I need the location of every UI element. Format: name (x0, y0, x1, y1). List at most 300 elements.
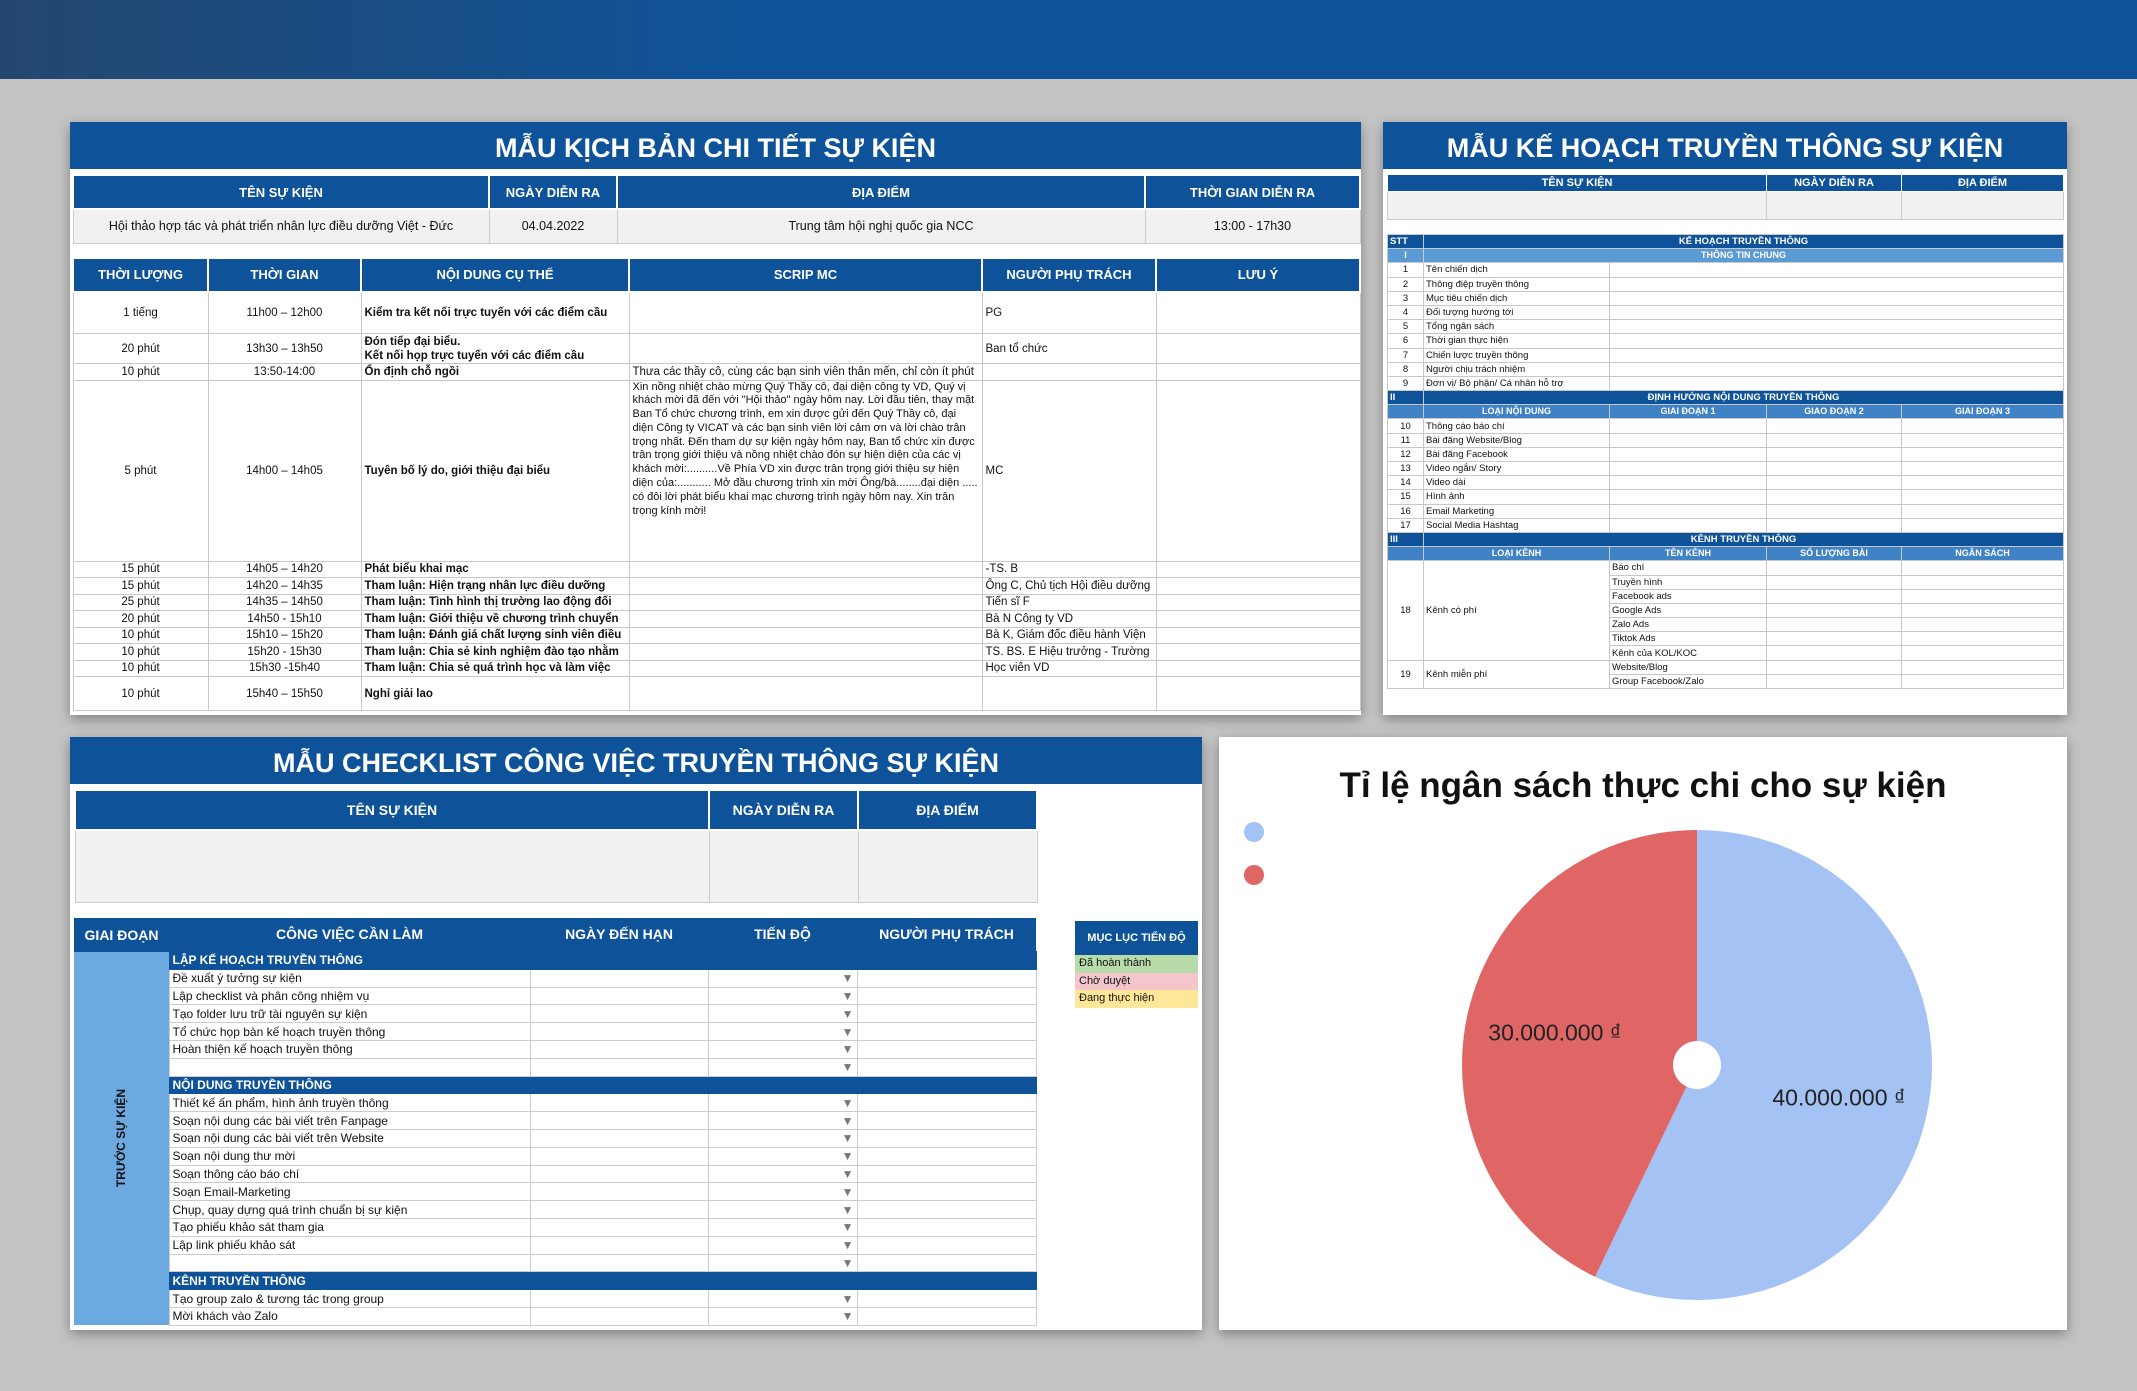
row-value[interactable] (1610, 263, 2064, 277)
cell[interactable] (1610, 504, 1767, 518)
row-time: 14h35 – 14h50 (208, 594, 361, 611)
chevron-down-icon: ▼ (841, 1113, 854, 1128)
row-content: Tham luận: Đánh giá chất lượng sinh viên điều (361, 627, 629, 644)
checklist-event-date-value[interactable] (709, 830, 858, 902)
due-date-cell[interactable] (530, 1307, 708, 1325)
plan-row[interactable] (1388, 376, 2064, 390)
event-info-table (72, 174, 1361, 244)
cell[interactable] (1902, 674, 2064, 688)
progress-dropdown[interactable] (708, 1147, 857, 1165)
task-label: Tổ chức họp bàn kế hoạch truyền thông (169, 1023, 530, 1041)
channel-type: Kênh có phí (1424, 561, 1610, 660)
task-row[interactable] (74, 1218, 1036, 1236)
due-date-cell[interactable] (530, 1040, 708, 1058)
plan-row[interactable] (1388, 419, 2064, 433)
cell[interactable] (1902, 490, 2064, 504)
section-subheader: GIAO ĐOẠN 2 (1767, 405, 1902, 419)
progress-dropdown[interactable] (708, 1183, 857, 1201)
channel-name: Tiktok Ads (1610, 632, 1767, 646)
row-label: Video dài (1424, 476, 1610, 490)
due-date-cell[interactable] (530, 1254, 708, 1272)
channel-row[interactable] (1388, 660, 2064, 674)
row-value[interactable] (1610, 320, 2064, 334)
row-content: Phát biểu khai mạc (361, 561, 629, 578)
row-label: Email Marketing (1424, 504, 1610, 518)
cell[interactable] (1902, 618, 2064, 632)
row-note (1156, 561, 1360, 578)
plan-row[interactable] (1388, 348, 2064, 362)
plan-row[interactable] (1388, 263, 2064, 277)
row-duration: 25 phút (73, 594, 208, 611)
channel-row[interactable] (1388, 561, 2064, 575)
task-row[interactable] (74, 1005, 1036, 1023)
channel-type: Kênh miễn phí (1424, 660, 1610, 688)
chevron-down-icon: ▼ (841, 1255, 854, 1270)
due-date-cell[interactable] (530, 1183, 708, 1201)
cell[interactable] (1902, 476, 2064, 490)
task-label: Soạn nội dung thư mời (169, 1147, 530, 1165)
cell[interactable] (1902, 589, 2064, 603)
task-row[interactable] (74, 1023, 1036, 1041)
row-label: Hình ảnh (1424, 490, 1610, 504)
chevron-down-icon: ▼ (841, 971, 854, 986)
row-script (629, 611, 982, 628)
checklist-info-table (74, 789, 1038, 903)
due-date-cell[interactable] (530, 1023, 708, 1041)
table-row[interactable] (73, 677, 1360, 711)
channel-name: Website/Blog (1610, 660, 1767, 674)
owner-cell[interactable] (857, 1023, 1036, 1041)
row-owner: Học viên VD (982, 660, 1156, 677)
row-value[interactable] (1610, 291, 2064, 305)
progress-dropdown[interactable] (708, 1129, 857, 1147)
cell[interactable] (1767, 632, 1902, 646)
row-note (1156, 578, 1360, 595)
row-time: 13:50-14:00 (208, 364, 361, 381)
row-value[interactable] (1610, 348, 2064, 362)
row-value[interactable] (1610, 277, 2064, 291)
row-time: 13h30 – 13h50 (208, 334, 361, 364)
chevron-down-icon: ▼ (841, 1202, 854, 1217)
section-title: NỘI DUNG TRUYỀN THÔNG (169, 1076, 1036, 1094)
plan-event-venue-value[interactable] (1902, 192, 2064, 220)
col-duration: THỜI LƯỢNG (73, 258, 208, 292)
table-row[interactable] (73, 334, 1360, 364)
col-mc-script: SCRIP MC (629, 258, 982, 292)
plan-event-name-value[interactable] (1388, 192, 1767, 220)
cell[interactable] (1767, 419, 1902, 433)
row-owner: Bà K, Giám đốc điều hành Viện (982, 627, 1156, 644)
table-row[interactable] (73, 594, 1360, 611)
plan-header: KẾ HOẠCH TRUYỀN THÔNG (1424, 235, 2064, 249)
row-value[interactable] (1610, 305, 2064, 319)
slice-label: 30.000.000 ₫ (1488, 1019, 1622, 1046)
task-row[interactable] (74, 1236, 1036, 1254)
row-duration: 10 phút (73, 644, 208, 661)
task-row[interactable] (74, 1165, 1036, 1183)
row-number: 1 (1388, 263, 1424, 277)
row-number: 5 (1388, 320, 1424, 334)
plan-row[interactable] (1388, 462, 2064, 476)
row-label: Tên chiến dịch (1424, 263, 1610, 277)
row-owner (982, 677, 1156, 711)
row-label: Bài đăng Website/Blog (1424, 433, 1610, 447)
cell[interactable] (1767, 674, 1902, 688)
chevron-down-icon: ▼ (841, 1006, 854, 1021)
stage-label: TRƯỚC SỰ KIỆN (114, 1089, 129, 1188)
task-row[interactable] (74, 1183, 1036, 1201)
progress-dropdown[interactable] (708, 969, 857, 987)
row-number: 4 (1388, 305, 1424, 319)
task-label: Soạn nội dung các bài viết trên Website (169, 1129, 530, 1147)
plan-row[interactable] (1388, 433, 2064, 447)
cell[interactable] (1610, 447, 1767, 461)
plan-row[interactable] (1388, 334, 2064, 348)
task-label: Lập link phiếu khảo sát (169, 1236, 530, 1254)
event-name-value[interactable]: Hội thảo hợp tác và phát triển nhân lực điều dưỡng Việt - Đức (73, 209, 489, 243)
cell[interactable] (1610, 476, 1767, 490)
budget-chart-panel (1219, 737, 2067, 1330)
task-row[interactable] (74, 1254, 1036, 1272)
due-date-cell[interactable] (530, 1112, 708, 1130)
comm-plan-title: MẪU KẾ HOẠCH TRUYỀN THÔNG SỰ KIỆN (1383, 122, 2067, 172)
task-row[interactable] (74, 1094, 1036, 1112)
row-script (629, 644, 982, 661)
plan-row[interactable] (1388, 291, 2064, 305)
checklist-event-venue-value[interactable] (858, 830, 1037, 902)
task-label: Hoàn thiện kế hoạch truyền thông (169, 1040, 530, 1058)
cell[interactable] (1767, 447, 1902, 461)
checklist-event-name-value[interactable] (75, 830, 709, 902)
row-number: 19 (1388, 660, 1424, 688)
plan-event-venue-header: ĐỊA ĐIỂM (1902, 175, 2064, 192)
row-label: Mục tiêu chiến dịch (1424, 291, 1610, 305)
due-date-cell[interactable] (530, 1201, 708, 1219)
plan-row[interactable] (1388, 476, 2064, 490)
owner-cell[interactable] (857, 1112, 1036, 1130)
due-date-cell[interactable] (530, 1129, 708, 1147)
row-time: 15h10 – 15h20 (208, 627, 361, 644)
due-date-cell[interactable] (530, 987, 708, 1005)
cell[interactable] (1767, 618, 1902, 632)
row-label: Đối tượng hướng tới (1424, 305, 1610, 319)
comm-plan-panel (1383, 122, 2067, 715)
row-time: 14h50 - 15h10 (208, 611, 361, 628)
cell[interactable] (1902, 447, 2064, 461)
owner-cell[interactable] (857, 987, 1036, 1005)
task-label: Đề xuất ý tưởng sự kiện (169, 969, 530, 987)
row-script (629, 594, 982, 611)
task-row[interactable] (74, 1290, 1036, 1308)
chevron-down-icon: ▼ (841, 1238, 854, 1253)
row-script: Xin nồng nhiệt chào mừng Quý Thầy cô, đại diện công ty VD, Quý vị khách mời đã đến với "Hội thảo" ngày hôm nay. Lời đầu tiên, thay mặt Ban Tổ chức chương trình, em xin được gửi đến Quý Thầy cô, đại diện Công ty VICAT và các bạn sinh viên lời cảm ơn và lời chào trân trọng nhất. Đến tham dự sự kiện ngày hôm nay, Ban tổ chức xin được trân trọng giới thiệu và nồng nhiệt chào đón sự hiện diện của các vị khách mời:..........Về Phía VD xin được trân trọng giới thiệu sự hiện diện của:........... Mở đầu chương trình xin mời Ông/bà........đại diện ..... có đôi lời phát biểu khai mạc chương trình ngày hôm nay. Xin trân trọng kính mời! (629, 380, 982, 561)
task-row[interactable] (74, 1307, 1036, 1325)
section-subheader: GIAI ĐOẠN 1 (1610, 405, 1767, 419)
chevron-down-icon: ▼ (841, 1060, 854, 1075)
row-note (1156, 292, 1360, 334)
cell[interactable] (1902, 575, 2064, 589)
plan-row[interactable] (1388, 362, 2064, 376)
row-owner: Bà N Công ty VD (982, 611, 1156, 628)
cell[interactable] (1902, 603, 2064, 617)
progress-dropdown[interactable] (708, 1218, 857, 1236)
cell[interactable] (1767, 603, 1902, 617)
row-script (629, 627, 982, 644)
owner-cell[interactable] (857, 1290, 1036, 1308)
stage-cell (74, 952, 169, 1326)
legend-item-pending: Chờ duyệt (1075, 973, 1198, 991)
cell[interactable] (1610, 462, 1767, 476)
due-date-cell[interactable] (530, 1147, 708, 1165)
cell[interactable] (1767, 575, 1902, 589)
cell[interactable] (1610, 518, 1767, 532)
chevron-down-icon: ▼ (841, 1309, 854, 1324)
owner-cell[interactable] (857, 1058, 1036, 1076)
row-label: Video ngắn/ Story (1424, 462, 1610, 476)
row-owner: TS. BS. E Hiệu trưởng - Trường (982, 644, 1156, 661)
row-content: Tuyên bố lý do, giới thiệu đại biểu (361, 380, 629, 561)
plan-row[interactable] (1388, 447, 2064, 461)
progress-dropdown[interactable] (708, 1023, 857, 1041)
progress-dropdown[interactable] (708, 1094, 857, 1112)
row-time: 14h05 – 14h20 (208, 561, 361, 578)
row-content: Tham luận: Tình hình thị trường lao động đối (361, 594, 629, 611)
progress-dropdown[interactable] (708, 1290, 857, 1308)
plan-event-date-value[interactable] (1767, 192, 1902, 220)
chevron-down-icon: ▼ (841, 1095, 854, 1110)
task-label (169, 1058, 530, 1076)
row-owner: MC (982, 380, 1156, 561)
owner-cell[interactable] (857, 1218, 1036, 1236)
owner-cell[interactable] (857, 1201, 1036, 1219)
chevron-down-icon: ▼ (841, 1024, 854, 1039)
due-date-cell[interactable] (530, 1094, 708, 1112)
progress-dropdown[interactable] (708, 1165, 857, 1183)
row-time: 15h40 – 15h50 (208, 677, 361, 711)
task-row[interactable] (74, 969, 1036, 987)
plan-row[interactable] (1388, 504, 2064, 518)
progress-dropdown[interactable] (708, 1236, 857, 1254)
event-venue-value[interactable]: Trung tâm hội nghị quốc gia NCC (617, 209, 1145, 243)
cell[interactable] (1767, 660, 1902, 674)
owner-cell[interactable] (857, 1254, 1036, 1272)
row-duration: 10 phút (73, 660, 208, 677)
table-row[interactable] (73, 578, 1360, 595)
row-note (1156, 660, 1360, 677)
event-time-value[interactable]: 13:00 - 17h30 (1145, 209, 1360, 243)
progress-dropdown[interactable] (708, 1254, 857, 1272)
owner-cell[interactable] (857, 1005, 1036, 1023)
table-row[interactable] (73, 644, 1360, 661)
owner-cell[interactable] (857, 1147, 1036, 1165)
progress-dropdown[interactable] (708, 987, 857, 1005)
cell[interactable] (1767, 490, 1902, 504)
channel-name: Group Facebook/Zalo (1610, 674, 1767, 688)
row-note (1156, 627, 1360, 644)
row-note (1156, 611, 1360, 628)
owner-cell[interactable] (857, 1094, 1036, 1112)
table-row[interactable] (73, 292, 1360, 334)
progress-dropdown[interactable] (708, 1040, 857, 1058)
row-note (1156, 677, 1360, 711)
cell[interactable] (1767, 476, 1902, 490)
row-number: 11 (1388, 433, 1424, 447)
due-date-cell[interactable] (530, 1218, 708, 1236)
channel-name: Báo chí (1610, 561, 1767, 575)
row-duration: 20 phút (73, 611, 208, 628)
task-row[interactable] (74, 1058, 1036, 1076)
due-date-cell[interactable] (530, 1058, 708, 1076)
cell[interactable] (1767, 433, 1902, 447)
row-duration: 15 phút (73, 561, 208, 578)
row-label: Bài đăng Facebook (1424, 447, 1610, 461)
cell[interactable] (1767, 504, 1902, 518)
row-owner: Ban tổ chức (982, 334, 1156, 364)
owner-cell[interactable] (857, 1040, 1036, 1058)
progress-dropdown[interactable] (708, 1005, 857, 1023)
row-label: Tổng ngân sách (1424, 320, 1610, 334)
row-script (629, 677, 982, 711)
cell[interactable] (1902, 419, 2064, 433)
table-row[interactable] (73, 380, 1360, 561)
cell[interactable] (1902, 561, 2064, 575)
due-date-cell[interactable] (530, 1165, 708, 1183)
due-date-cell[interactable] (530, 969, 708, 987)
col-due-date: NGÀY ĐẾN HẠN (530, 918, 708, 952)
event-name-header: TÊN SỰ KIỆN (73, 175, 489, 209)
cell[interactable] (1902, 632, 2064, 646)
cell[interactable] (1767, 462, 1902, 476)
row-time: 15h30 -15h40 (208, 660, 361, 677)
pie-chart[interactable] (1219, 737, 2067, 1330)
owner-cell[interactable] (857, 1165, 1036, 1183)
cell[interactable] (1902, 518, 2064, 532)
due-date-cell[interactable] (530, 1236, 708, 1254)
col-note: LƯU Ý (1156, 258, 1360, 292)
row-duration: 1 tiếng (73, 292, 208, 334)
channel-name: Facebook ads (1610, 589, 1767, 603)
cell[interactable] (1767, 646, 1902, 660)
chevron-down-icon: ▼ (841, 1220, 854, 1235)
plan-row[interactable] (1388, 320, 2064, 334)
table-row[interactable] (73, 561, 1360, 578)
plan-row[interactable] (1388, 490, 2064, 504)
progress-dropdown[interactable] (708, 1201, 857, 1219)
row-label: Social Media Hashtag (1424, 518, 1610, 532)
chevron-down-icon: ▼ (841, 1042, 854, 1057)
progress-dropdown[interactable] (708, 1112, 857, 1130)
cell[interactable] (1902, 504, 2064, 518)
chevron-down-icon: ▼ (841, 988, 854, 1003)
owner-cell[interactable] (857, 1236, 1036, 1254)
row-number: 2 (1388, 277, 1424, 291)
cell[interactable] (1767, 589, 1902, 603)
event-time-header: THỜI GIAN DIỄN RA (1145, 175, 1360, 209)
task-row[interactable] (74, 987, 1036, 1005)
row-script (629, 578, 982, 595)
task-label: Tạo group zalo & tương tác trong group (169, 1290, 530, 1308)
owner-cell[interactable] (857, 969, 1036, 987)
col-time: THỜI GIAN (208, 258, 361, 292)
plan-row[interactable] (1388, 518, 2064, 532)
section-subheader (1388, 547, 1424, 561)
row-note (1156, 644, 1360, 661)
plan-row[interactable] (1388, 305, 2064, 319)
row-time: 15h20 - 15h30 (208, 644, 361, 661)
task-row[interactable] (74, 1201, 1036, 1219)
row-owner: -TS. B (982, 561, 1156, 578)
owner-cell[interactable] (857, 1307, 1036, 1325)
table-row[interactable] (73, 611, 1360, 628)
progress-dropdown[interactable] (708, 1058, 857, 1076)
task-label: Soạn thông cáo báo chí (169, 1165, 530, 1183)
event-date-value[interactable]: 04.04.2022 (489, 209, 617, 243)
row-value[interactable] (1610, 376, 2064, 390)
row-label: Đơn vị/ Bộ phận/ Cá nhân hỗ trợ (1424, 376, 1610, 390)
row-content: Tham luận: Giới thiệu về chương trình chuyển (361, 611, 629, 628)
channel-name: Zalo Ads (1610, 618, 1767, 632)
row-content: Nghỉ giải lao (361, 677, 629, 711)
chevron-down-icon: ▼ (841, 1149, 854, 1164)
row-value[interactable] (1610, 334, 2064, 348)
cell[interactable] (1610, 433, 1767, 447)
schedule-table (72, 257, 1361, 712)
row-label: Người chịu trách nhiệm (1424, 362, 1610, 376)
checklist-title: MẪU CHECKLIST CÔNG VIỆC TRUYỀN THÔNG SỰ KIỆN (70, 737, 1202, 787)
legend-item-in-progress: Đang thực hiện (1075, 990, 1198, 1008)
chevron-down-icon: ▼ (841, 1166, 854, 1181)
table-row[interactable] (73, 364, 1360, 381)
task-row[interactable] (74, 1147, 1036, 1165)
cell[interactable] (1610, 490, 1767, 504)
table-row[interactable] (73, 627, 1360, 644)
progress-dropdown[interactable] (708, 1307, 857, 1325)
cell[interactable] (1767, 561, 1902, 575)
cell[interactable] (1902, 660, 2064, 674)
section-title: KÊNH TRUYỀN THÔNG (169, 1272, 1036, 1290)
due-date-cell[interactable] (530, 1005, 708, 1023)
row-number: 18 (1388, 561, 1424, 660)
row-owner: Tiến sĩ F (982, 594, 1156, 611)
task-label: Soạn Email-Marketing (169, 1183, 530, 1201)
section-title: THÔNG TIN CHUNG (1424, 249, 2064, 263)
owner-cell[interactable] (857, 1183, 1036, 1201)
cell[interactable] (1767, 518, 1902, 532)
checklist-event-venue-header: ĐỊA ĐIỂM (858, 790, 1037, 830)
row-value[interactable] (1610, 362, 2064, 376)
row-number: 14 (1388, 476, 1424, 490)
task-label: Thiết kế ấn phẩm, hình ảnh truyền thông (169, 1094, 530, 1112)
cell[interactable] (1902, 646, 2064, 660)
due-date-cell[interactable] (530, 1290, 708, 1308)
checklist-table (74, 918, 1037, 1326)
section-subheader: NGÂN SÁCH (1902, 547, 2064, 561)
cell[interactable] (1902, 433, 2064, 447)
cell[interactable] (1610, 419, 1767, 433)
chart-title: Tỉ lệ ngân sách thực chi cho sự kiện (1339, 766, 1947, 805)
task-row[interactable] (74, 1129, 1036, 1147)
owner-cell[interactable] (857, 1129, 1036, 1147)
chevron-down-icon: ▼ (841, 1184, 854, 1199)
table-row[interactable] (73, 660, 1360, 677)
row-note (1156, 380, 1360, 561)
section-subheader: LOẠI NỘI DUNG (1424, 405, 1610, 419)
cell[interactable] (1902, 462, 2064, 476)
task-row[interactable] (74, 1040, 1036, 1058)
row-number: 3 (1388, 291, 1424, 305)
plan-row[interactable] (1388, 277, 2064, 291)
task-row[interactable] (74, 1112, 1036, 1130)
